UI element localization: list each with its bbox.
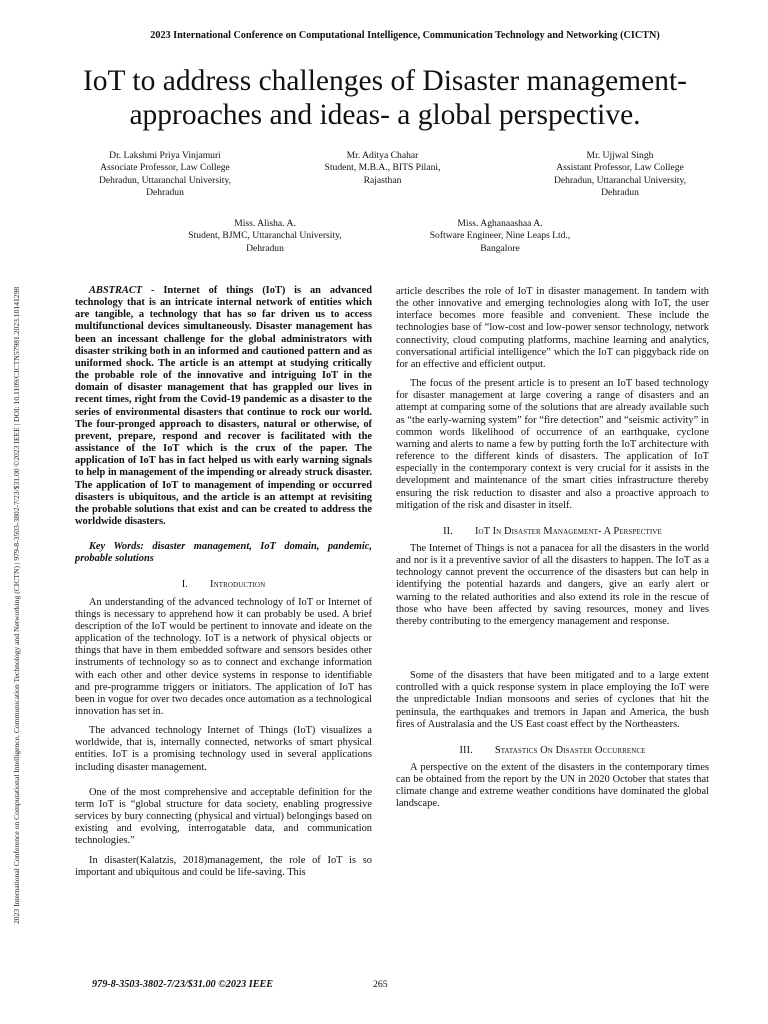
author-affiliation: Dehradun (146, 187, 184, 199)
abstract-label: ABSTRACT (89, 285, 143, 296)
side-doi-stamp (12, 104, 22, 924)
section-number: I. (181, 579, 189, 591)
paper-title (40, 64, 730, 132)
author-block-5 (400, 218, 600, 255)
author-affiliation: Dehradun (246, 242, 284, 254)
paragraph: The focus of the present article is to present an IoT based technology for disaster management at large covering a range of disasters and an attempt at comparing some of the solutions that are already available such as “the early-warning system” for “fire detection” and “seismic activity” in common words likelihood of occurrence of an earthquake, cyclone warning and alerts to name a few by putting forth the IoT architecture with reference to the different kinds of disasters. The application of IoT especially in the contemporary context is very crucial for it assists in the development and maintenance of the smart cities infrastructure thereby ensuring the risk reduction to disaster and also a proactive approach to mitigation of the risk and disaster in itself. (396, 378, 709, 511)
title-line-1: IoT to address challenges of Disaster management- (82, 65, 687, 97)
author-name: Miss. Aghanaashaa A. (457, 218, 543, 229)
author-affiliation: Bangalore (480, 242, 520, 254)
paragraph: A perspective on the extent of the disasters in the contemporary times can be obtained from the report by the UN in 2020 October that states that climate change and extreme weather conditions have dominated the global landscape. (396, 762, 709, 810)
section-number: III. (459, 744, 473, 756)
section-heading-introduction (75, 579, 372, 591)
side-doi-text: 2023 International Conference on Computational Intelligence, Communication Technology and Networking (CICTN) | 979-8-3503-3802-7/23/$31.00 ©2023 IEEE | DOI: 10.1109/CICTN57981.2023.10141298 (12, 286, 21, 924)
author-affiliation: Student, BJMC, Uttaranchal University, (188, 230, 342, 242)
author-name: Miss. Alisha. A. (234, 218, 296, 229)
right-column (396, 286, 709, 811)
author-affiliation: Rajasthan (363, 174, 402, 186)
section-number: II. (443, 525, 453, 537)
abstract-text: - Internet of things (IoT) is an advanced technology that is an intricate internal network of entities which are tangible, a technology that has so far driven us to access multifunctional devices simultaneously. Disaster management has been an incessant challenge for the global administrators with disaster striking both in an informed and cautioned pattern and as uniformed shock. The article is an attempt at studying critically the probable role of the innovative and intriguing IoT in the domain of disaster management that has grappled our lives in recent times, right from the Covid-19 pandemic as a disaster to the series of environmental disasters that continue to rock our world. The four-pronged approach to disasters, natural or otherwise, of prevent, prepare, respond and recover is facilitated with the assistance of the IoT which is the crux of the paper. The application of IoT has in fact helped us with early warning signals to help in management of the impending or already struck disaster. The application of IoT to management of impending or occurred disasters is ubiquitous, and the article is an attempt at revisiting the probable solutions that exist and can be created to address the worldwide disasters. (75, 285, 372, 527)
conference-header: 2023 International Conference on Computational Intelligence, Communication Technology and Networking (CICTN) (150, 30, 660, 41)
author-affiliation: Assistant Professor, Law College (556, 162, 684, 174)
section-title: Introduction (210, 579, 266, 591)
page-number: 265 (373, 979, 388, 990)
author-affiliation: Software Engineer, Nine Leaps Ltd., (429, 230, 571, 242)
author-block-2 (290, 150, 475, 187)
abstract (75, 285, 372, 528)
section-heading-iot-perspective (396, 526, 709, 538)
paragraph: One of the most comprehensive and acceptable definition for the term IoT is “global structure for data society, enabling progressive services by bury connecting (physical and virtual) belongings based on existing and evolving, interrogatable data, and communication technologies.” (75, 786, 372, 847)
keywords: Key Words: disaster management, IoT domain, pandemic, probable solutions (75, 541, 372, 565)
author-name: Mr. Ujjwal Singh (586, 150, 654, 161)
author-block-1 (60, 150, 270, 200)
section-title: Statastics On Disaster Occurrence (494, 744, 646, 756)
paragraph: In disaster(Kalatzis, 2018)management, the role of IoT is so important and ubiquitous and could be life-saving. This (75, 854, 372, 878)
author-affiliation: Dehradun, Uttaranchal University, (98, 174, 232, 186)
author-block-4 (150, 218, 380, 255)
author-affiliation: Dehradun (601, 187, 639, 199)
author-affiliation: Associate Professor, Law College (100, 162, 230, 174)
author-block-3 (520, 150, 720, 200)
section-title: IoT In Disaster Management- A Perspective (474, 525, 662, 537)
footer-isbn: 979-8-3503-3802-7/23/$31.00 ©2023 IEEE (92, 979, 274, 990)
paragraph: An understanding of the advanced technology of IoT or Internet of things is necessary to apprehend how it can probably be used. A brief description of the IoT would be pertinent to innovate and ideate on the application of the technology. IoT is a network of physical objects or things that have in them embedded software and sensors besides other instruments of technology so as to connect and exchange information with each other and other device systems in response to identifiable and pre-programme triggers or initiators. The application of IoT has been in vogue for over two decades once automation as a technological innovation has set in. (75, 596, 372, 717)
author-affiliation: Student, M.B.A., BITS Pilani, (324, 162, 441, 174)
section-heading-statistics (396, 745, 709, 757)
left-column (75, 285, 372, 879)
author-affiliation: Dehradun, Uttaranchal University, (553, 174, 687, 186)
paragraph: Some of the disasters that have been mitigated and to a large extent controlled with a quick response system in place employing the IoT were the unpredictable Indian monsoons and series of cyclones that hit the peninsula, the earthquakes and tremors in Japan and America, the bush fires of Australasia and the US East coast effect by the Northeasters. (396, 670, 709, 730)
title-line-2: approaches and ideas- a global perspective. (129, 99, 641, 131)
paragraph: article describes the role of IoT in disaster management. In tandem with the other innovative and emerging technologies along with IoT, the user interface becomes more feasible and convenient. These include the technologies base of “low-cost and low-power sensor technology, network connectivity, cloud computing platforms, machine learning and analytics, conversational artificial intelligence” which the IoT can piggyback ride on for an effective and efficient output. (396, 286, 709, 370)
author-name: Mr. Aditya Chahar (346, 150, 419, 161)
author-name: Dr. Lakshmi Priya Vinjamuri (109, 150, 221, 161)
paragraph: The Internet of Things is not a panacea for all the disasters in the world and nor is it a preventive savior of all the disasters to happen. The IoT as a technology cannot prevent the occurrence of the disasters but can help in identifying the potential hazards and dangers, give an early alert or warning to the related authorities and also extend its role in the rescue of those who have been affected by saving resources, money and lives thereby contributing to the emergency management and response. (396, 542, 709, 627)
paragraph: The advanced technology Internet of Things (IoT) visualizes a worldwide, that is, internally connected, networks of smart physical entities. IoT is a promising technology used in several applications including disaster management. (75, 725, 372, 773)
